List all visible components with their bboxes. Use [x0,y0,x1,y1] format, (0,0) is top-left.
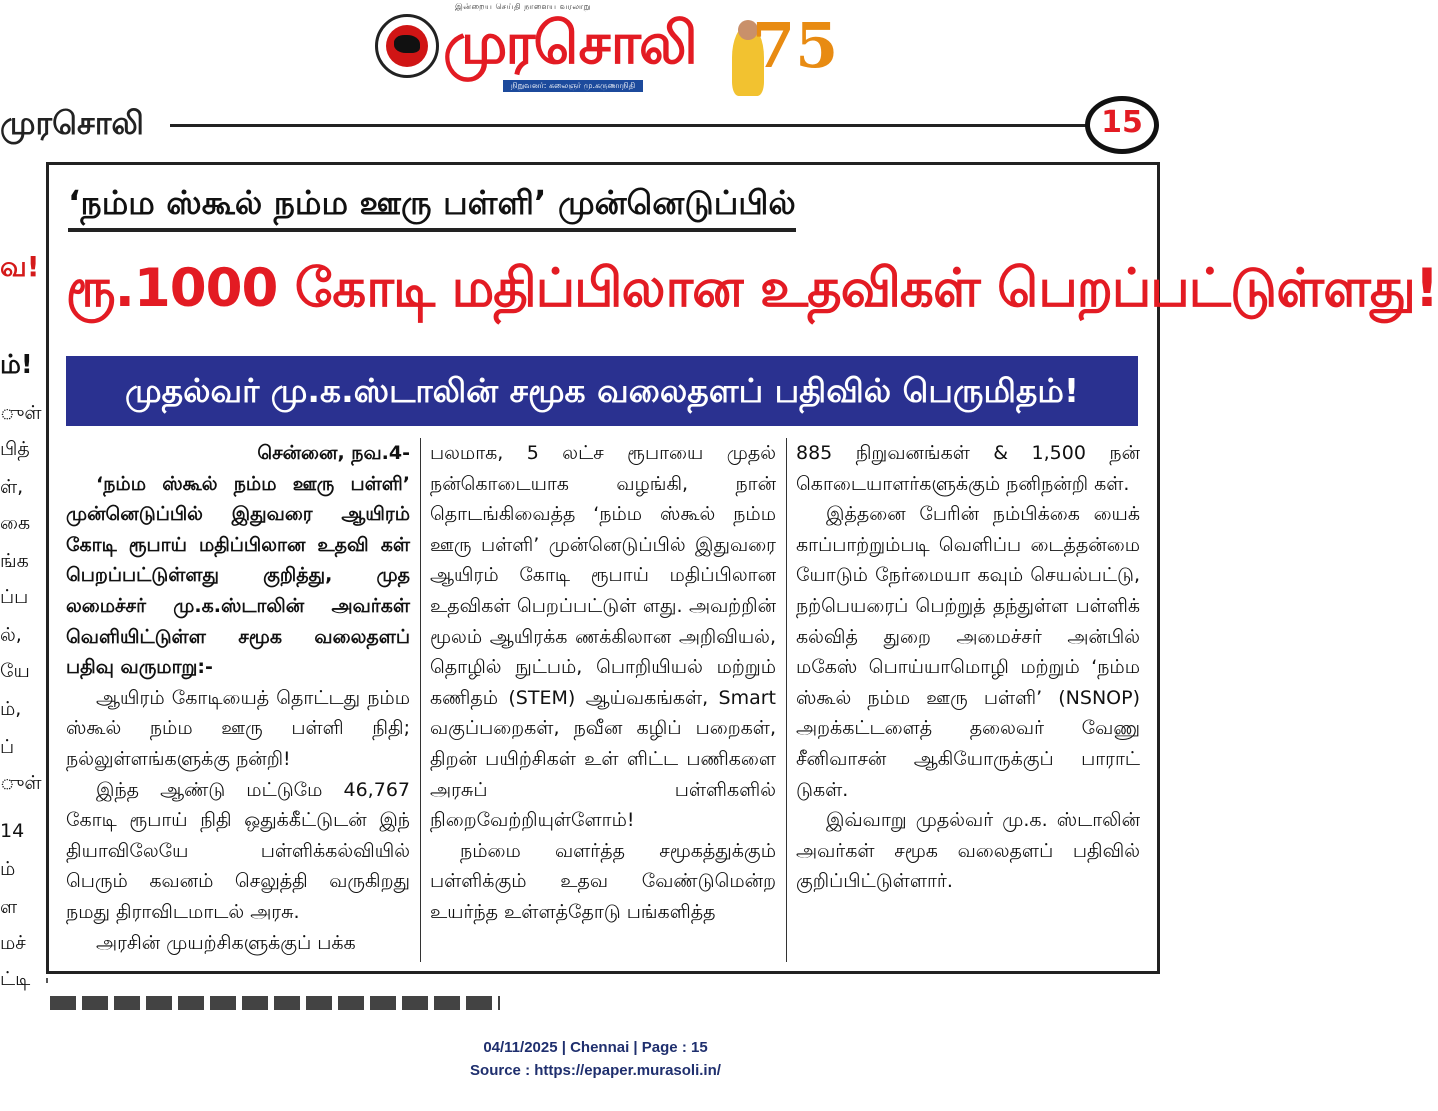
page-footer [0,1036,1191,1082]
dateline: சென்னை, நவ.4- [257,442,410,464]
article-column-2 [430,438,776,928]
subhead-banner [66,356,1138,426]
body-paragraph: 885 நிறுவனங்கள் & 1,500 நன் கொடையாளர்களுக்கும் நனிநன்றி கள். [796,442,1140,495]
next-headline-fragment [50,996,500,1010]
neighbour-fragment: வ! [0,250,40,283]
body-paragraph: நம்மை வளர்த்த சமூகத்துக்கும் பள்ளிக்கும் உதவ வேண்டுமென்ற உயர்ந்த உள்ளத்தோடு பங்களித்த [430,839,776,923]
column-rule [420,438,421,962]
neighbour-fragment: ுள் [0,772,42,794]
neighbour-fragment: 14 [0,820,25,842]
neighbour-fragment: ுள் [0,402,42,424]
body-paragraph: இந்த ஆண்டு மட்டுமே 46,767 கோடி ரூபாய் நிதி ஒதுக்கீட்டுடன் இந் தியாவிலேயே பள்ளிக்கல்வியில் பெரும் கவனம் செலுத்தி வருகிறது நமது திராவிடமாடல் அரசு. [66,778,410,923]
body-paragraph: பலமாக, 5 லட்ச ரூபாயை முதல் நன்கொடையாக வழங்கி, நான் தொடங்கிவைத்த ‘நம்ம ஸ்கூல் நம்ம ஊரு பள்ளி’ முன்னெடுப்பில் இதுவரை ஆயிரம் கோடி ரூபாய் மதிப்பிலான உதவிகள் பெறப்பட்டுள் ளது. அவற்றின் மூலம் ஆயிரக்க ணக்கிலான அறிவியல், தொழில் நுட்பம், பொறியியல் மற்றும் கணிதம் (STEM) ஆய்வகங்கள், Smart வகுப்பறைகள், நவீன கழிப் பறைகள், திறன் பயிற்சிகள் உள் ளிட்ட பணிகளை அரசுப் பள்ளிகளில் நிறைவேற்றியுள்ளோம்! [430,442,776,832]
page-strip-rule [170,124,1088,127]
neighbour-fragment: ட்டி [0,968,31,990]
neighbour-fragment: ப்ப [0,586,29,608]
neighbour-fragment: கை [0,512,31,534]
party-seal-icon [375,14,439,78]
body-paragraph: இத்தனை பேரின் நம்பிக்கை யைக் காப்பாற்றும்படி வெளிப்ப டைத்தன்மை யோடும் நேர்மையா கவும் செயல்பட்டு, நற்பெயரைப் பெற்றுத் தந்துள்ள பள்ளிக் கல்வித் துறை அமைச்சர் அன்பில் மகேஸ் பொய்யாமொழி மற்றும் ‘நம்ம ஸ்கூல் நம்ம ஊரு பள்ளி’ (NSNOP) அறக்கட்டளைத் தலைவர் வேணு சீனிவாசன் ஆகியோருக்குப் பாராட் டுகள். [796,503,1140,801]
article-column-3 [796,438,1140,897]
neighbour-fragment: ள், [0,476,24,498]
neighbour-fragment: யே [0,660,30,682]
masthead-founder-banner: நிறுவனர்: கலைஞர் மு.கருணாநிதி [503,80,643,92]
masthead-title: முரசொலி [443,9,696,77]
column-rule [786,438,787,962]
neighbour-fragment: ல், [0,624,22,646]
article-subhead: முதல்வர் மு.க.ஸ்டாலின் சமூக வலைதளப் பதிவில் பெருமிதம்! [124,371,1080,410]
neighbour-fragment: ப் [0,736,15,758]
article-kicker: ‘நம்ம ஸ்கூல் நம்ம ஊரு பள்ளி’ முன்னெடுப்பில் [68,178,796,232]
neighbour-fragment: ம்! [0,350,33,380]
masthead-tagline: இன்றைய செய்தி நாளைய வரலாறு [455,2,591,11]
lead-paragraph: ‘நம்ம ஸ்கூல் நம்ம ஊரு பள்ளி’ முன்னெடுப்பில் இதுவரை ஆயிரம் கோடி ரூபாய் மதிப்பிலான உதவி கள் பெறப்பட்டுள்ளது குறித்து, முத லமைச்சர் மு.க.ஸ்டாலின் அவர்கள் வெளியிட்டுள்ள சமூக வலைதளப் பதிவு வருமாறு:- [66,472,410,679]
article-headline: ரூ.1000 கோடி மதிப்பிலான உதவிகள் பெறப்பட்டுள்ளது! [66,258,1438,319]
body-paragraph: இவ்வாறு முதல்வர் மு.க. ஸ்டாலின் அவர்கள் சமூக வலைதளப் பதிவில் குறிப்பிட்டுள்ளார். [796,809,1140,893]
neighbour-fragment: ம், [0,698,22,720]
page-strip-label: முரசொலி [0,104,144,142]
article-column-1 [66,438,410,958]
neighbour-fragment: ம் [0,858,16,880]
footer-source-link[interactable]: Source : https://epaper.murasoli.in/ [470,1062,721,1079]
page-number-badge: 15 [1085,96,1159,154]
body-paragraph: ஆயிரம் கோடியைத் தொட்டது நம்ம ஸ்கூல் நம்ம ஊரு பள்ளி நிதி; நல்லுள்ளங்களுக்கு நன்றி! [66,686,410,770]
neighbour-fragment: ள [0,896,18,918]
neighbour-fragment: ங்க [0,550,29,572]
neighbour-fragment: பித் [0,438,30,460]
anniversary-number: 75 [752,9,839,82]
anniversary-emblem [720,6,839,98]
footer-edition-line: 04/11/2025 | Chennai | Page : 15 [483,1039,708,1056]
body-paragraph: அரசின் முயற்சிகளுக்குப் பக்க [96,931,356,954]
neighbour-fragment: மச் [0,932,26,954]
